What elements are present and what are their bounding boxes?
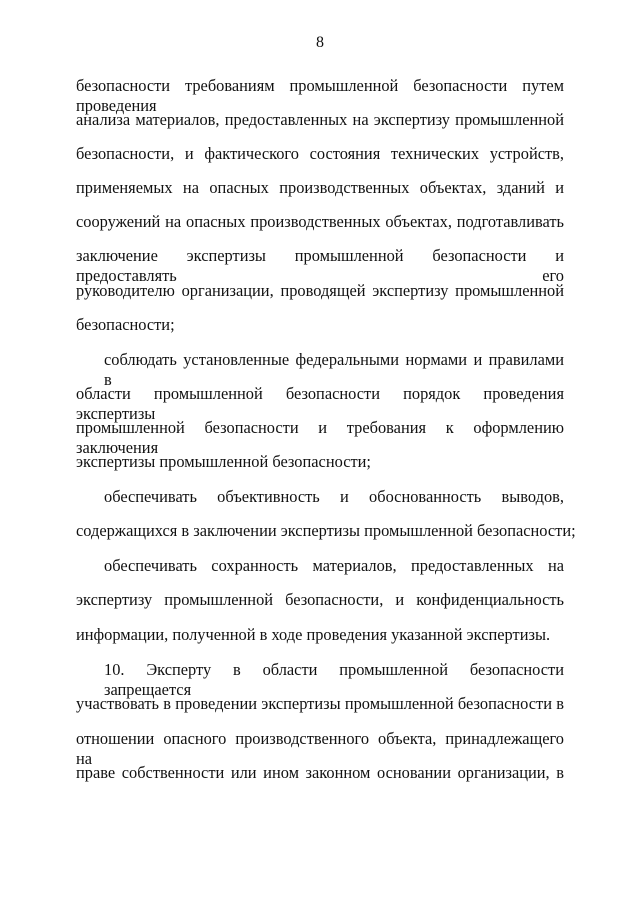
text-line: экспертизу промышленной безопасности, и конфиденциальность	[76, 590, 564, 609]
text-line: обеспечивать объективность и обоснованность выводов,	[104, 487, 564, 506]
text-line: экспертизы промышленной безопасности;	[76, 452, 371, 471]
text-line: применяемых на опасных производственных объектах, зданий и	[76, 178, 564, 197]
text-line: обеспечивать сохранность материалов, предоставленных на	[104, 556, 564, 575]
text-line: информации, полученной в ходе проведения указанной экспертизы.	[76, 625, 551, 644]
text-line: промышленной безопасности и требования к оформлению заключения	[76, 418, 564, 457]
text-line: анализа материалов, предоставленных на экспертизу промышленной	[76, 110, 564, 129]
text-line: участвовать в проведении экспертизы промышленной безопасности в	[76, 694, 564, 713]
text-line: области промышленной безопасности порядок проведения экспертизы	[76, 384, 564, 423]
text-line: сооружений на опасных производственных объектах, подготавливать	[76, 212, 564, 231]
text-line: соблюдать установленные федеральными нормами и правилами в	[104, 350, 564, 389]
text-line: безопасности требованиям промышленной безопасности путем проведения	[76, 76, 564, 115]
text-line: содержащихся в заключении экспертизы промышленной безопасности;	[76, 521, 576, 540]
text-line: заключение экспертизы промышленной безопасности и предоставлять его	[76, 246, 564, 285]
text-line: руководителю организации, проводящей экспертизу промышленной	[76, 281, 564, 300]
text-line: безопасности, и фактического состояния технических устройств,	[76, 144, 564, 163]
text-line: отношении опасного производственного объекта, принадлежащего на	[76, 729, 564, 768]
text-line: праве собственности или ином законном основании организации, в	[76, 763, 564, 782]
text-line: 10. Эксперту в области промышленной безопасности запрещается	[104, 660, 564, 699]
text-line: безопасности;	[76, 315, 175, 334]
page-number: 8	[316, 34, 324, 51]
